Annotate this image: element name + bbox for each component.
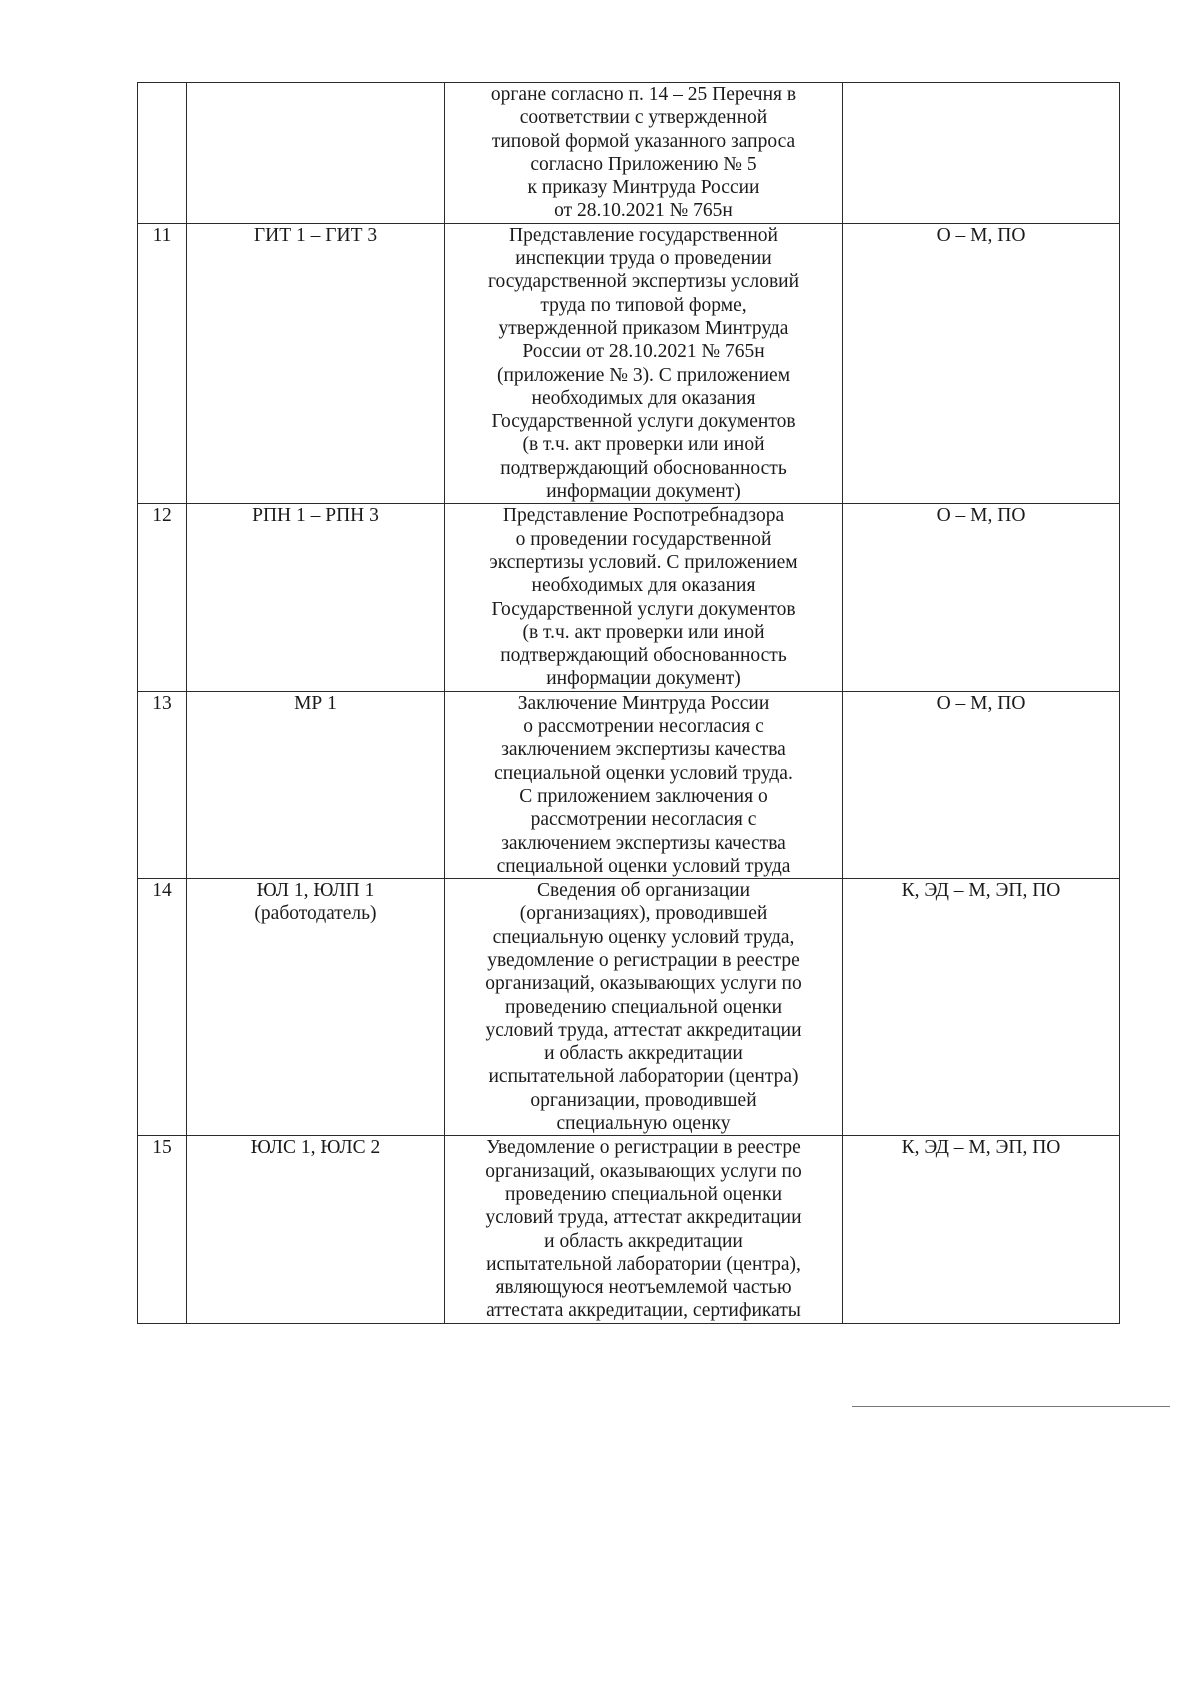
document-description-line: Уведомление о регистрации в реестре [486, 1137, 801, 1159]
document-description-line: специальную оценку условий труда, [492, 926, 795, 948]
document-description-line: соответствии с утвержденной [519, 107, 768, 129]
submission-form-cell: О – М, ПО [843, 691, 1120, 878]
document-description-line: информации документ) [546, 481, 741, 503]
table-row [138, 504, 1120, 691]
document-description-line: являющуюся неотъемлемой частью [495, 1277, 792, 1299]
table-row [138, 879, 1120, 1136]
document-code-line: ГИТ 1 – ГИТ 3 [253, 224, 378, 246]
table-row [138, 1136, 1120, 1323]
document-description-line: Представление Роспотребнадзора [502, 505, 785, 527]
document-description-line: Государственной услуги документов [491, 598, 796, 620]
row-number-cell: 12 [138, 504, 187, 691]
document-description-line: (организациях), проводившей [519, 903, 768, 925]
document-description-cell [445, 504, 843, 691]
document-description-line: аттестата аккредитации, сертификаты [486, 1300, 801, 1322]
row-number-cell [138, 83, 187, 224]
document-description-line: к приказу Минтруда России [527, 177, 760, 199]
document-code-cell [187, 879, 445, 1136]
document-description-line: экспертизы условий. С приложением [489, 551, 798, 573]
document-description-line: специальной оценки условий труда [496, 855, 791, 877]
document-description-line: органе согласно п. 14 – 25 Перечня в [490, 84, 797, 105]
document-description-line: специальную оценку [556, 1113, 731, 1135]
row-number-cell: 13 [138, 691, 187, 878]
document-description-line: необходимых для оказания [531, 387, 756, 409]
document-description-line: Заключение Минтруда России [517, 692, 770, 714]
document-description-line: утвержденной приказом Минтруда [498, 317, 789, 339]
document-description-cell [445, 879, 843, 1136]
document-description-line: необходимых для оказания [531, 575, 756, 597]
footer-rule [852, 1406, 1170, 1407]
document-code-cell [187, 504, 445, 691]
document-description-line: подтверждающий обоснованность [500, 645, 787, 667]
document-description-line: заключением экспертизы качества [501, 739, 786, 761]
document-description-line: организации, проводившей [530, 1089, 757, 1111]
document-description-line: организаций, оказывающих услуги по [485, 1160, 802, 1182]
document-description-line: подтверждающий обоснованность [500, 457, 787, 479]
document-description-cell [445, 691, 843, 878]
document-description-line: проведению специальной оценки [504, 996, 783, 1018]
document-description-line: организаций, оказывающих услуги по [485, 973, 802, 995]
submission-form-cell: О – М, ПО [843, 504, 1120, 691]
document-description-line: С приложением заключения о [519, 785, 768, 807]
document-description-line: уведомление о регистрации в реестре [487, 949, 800, 971]
document-code-cell [187, 691, 445, 878]
submission-form-cell: О – М, ПО [843, 223, 1120, 504]
document-description-line: инспекции труда о проведении [515, 248, 772, 270]
document-description-line: о рассмотрении несогласия с [523, 716, 764, 738]
document-table [137, 82, 1120, 1324]
table-row [138, 83, 1120, 224]
document-description-line: государственной экспертизы условий [487, 271, 800, 293]
document-description-line: типовой формой указанного запроса [491, 130, 796, 152]
document-description-line: заключением экспертизы качества [501, 832, 786, 854]
document-description-line: информации документ) [546, 668, 741, 690]
document-description-cell [445, 223, 843, 504]
document-description-line: Государственной услуги документов [491, 411, 796, 433]
document-code-cell [187, 1136, 445, 1323]
document-description-line: испытательной лаборатории (центра) [488, 1066, 799, 1088]
document-description-line: России от 28.10.2021 № 765н [522, 341, 765, 363]
row-number-cell: 11 [138, 223, 187, 504]
document-description-line: условий труда, аттестат аккредитации [485, 1019, 802, 1041]
document-description-cell [445, 1136, 843, 1323]
document-description-line: (в т.ч. акт проверки или иной [522, 434, 765, 456]
document-description-line: (приложение № 3). С приложением [496, 364, 791, 386]
document-description-line: согласно Приложению № 5 [530, 153, 757, 175]
document-code-line: (работодатель) [254, 903, 377, 925]
document-description-line: испытательной лаборатории (центра), [486, 1253, 801, 1275]
document-description-line: (в т.ч. акт проверки или иной [522, 621, 765, 643]
row-number-cell: 15 [138, 1136, 187, 1323]
document-description-line: труда по типовой форме, [540, 294, 747, 316]
document-code-line: РПН 1 – РПН 3 [252, 505, 379, 527]
table-row [138, 223, 1120, 504]
submission-form-cell: К, ЭД – М, ЭП, ПО [843, 879, 1120, 1136]
document-code-cell [187, 223, 445, 504]
table-body [138, 83, 1120, 1324]
submission-form-cell: К, ЭД – М, ЭП, ПО [843, 1136, 1120, 1323]
document-description-line: о проведении государственной [515, 528, 772, 550]
document-description-line: Сведения об организации [536, 880, 751, 902]
document-description-line: и область аккредитации [544, 1043, 743, 1065]
row-number-cell: 14 [138, 879, 187, 1136]
document-description-line: Представление государственной [509, 224, 778, 246]
document-description-line: специальной оценки условий труда. [494, 762, 793, 784]
document-code-line: ЮЛС 1, ЮЛС 2 [250, 1137, 381, 1159]
document-description-line: проведению специальной оценки [504, 1183, 783, 1205]
document-description-line: условий труда, аттестат аккредитации [485, 1207, 802, 1229]
document-code-line: МР 1 [294, 692, 337, 714]
document-code-cell [187, 83, 445, 224]
table-row [138, 691, 1120, 878]
submission-form-cell [843, 83, 1120, 224]
document-code-line: ЮЛ 1, ЮЛП 1 [256, 880, 375, 902]
document-description-line: и область аккредитации [544, 1230, 743, 1252]
document-description-cell [445, 83, 843, 224]
document-description-line: от 28.10.2021 № 765н [554, 200, 733, 222]
document-description-line: рассмотрении несогласия с [530, 809, 757, 831]
